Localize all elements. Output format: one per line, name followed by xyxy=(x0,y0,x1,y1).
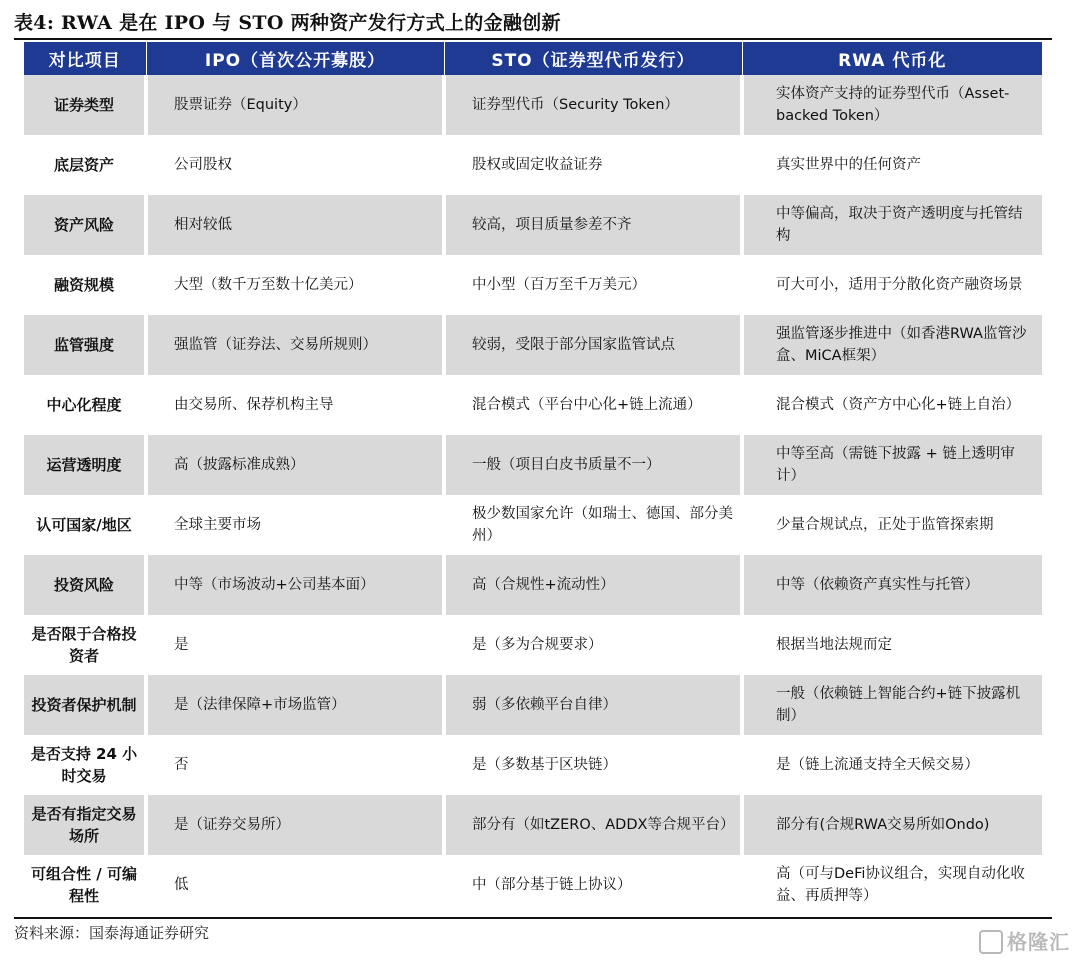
bottom-rule xyxy=(14,917,1052,919)
row-label: 是否支持 24 小时交易 xyxy=(24,735,146,795)
table-cell: 股权或固定收益证券 xyxy=(444,135,742,195)
table-cell: 中小型（百万至千万美元） xyxy=(444,255,742,315)
row-label: 证券类型 xyxy=(24,75,146,135)
table-cell: 中（部分基于链上协议） xyxy=(444,855,742,915)
table-cell: 部分有(合规RWA交易所如Ondo) xyxy=(742,795,1042,855)
table-row xyxy=(24,555,1042,615)
watermark-text: 格隆汇 xyxy=(1007,930,1070,954)
table-cell: 高（可与DeFi协议组合，实现自动化收益、再质押等） xyxy=(742,855,1042,915)
row-label: 资产风险 xyxy=(24,195,146,255)
table-row xyxy=(24,615,1042,675)
table-row xyxy=(24,435,1042,495)
top-rule xyxy=(14,38,1052,40)
table-cell: 中等偏高，取决于资产透明度与托管结构 xyxy=(742,195,1042,255)
table-cell: 公司股权 xyxy=(146,135,444,195)
row-label: 监管强度 xyxy=(24,315,146,375)
table-row xyxy=(24,255,1042,315)
table-cell: 是（多数基于区块链） xyxy=(444,735,742,795)
table-cell: 真实世界中的任何资产 xyxy=(742,135,1042,195)
row-label: 融资规模 xyxy=(24,255,146,315)
row-label: 认可国家/地区 xyxy=(24,495,146,555)
table-cell: 一般（项目白皮书质量不一） xyxy=(444,435,742,495)
watermark-logo-icon xyxy=(979,930,1003,954)
watermark xyxy=(979,926,1070,956)
row-label: 是否有指定交易场所 xyxy=(24,795,146,855)
table-cell: 强监管逐步推进中（如香港RWA监管沙盒、MiCA框架） xyxy=(742,315,1042,375)
table-cell: 由交易所、保荐机构主导 xyxy=(146,375,444,435)
source-note: 资料来源：国泰海通证券研究 xyxy=(14,924,210,942)
table-row xyxy=(24,135,1042,195)
header-cell: IPO（首次公开募股） xyxy=(146,42,444,75)
table-cell: 是 xyxy=(146,615,444,675)
header-cell: STO（证券型代币发行） xyxy=(444,42,742,75)
table-row xyxy=(24,75,1042,135)
table-cell: 股票证券（Equity） xyxy=(146,75,444,135)
table-cell: 否 xyxy=(146,735,444,795)
table-cell: 低 xyxy=(146,855,444,915)
header-row xyxy=(24,42,1042,75)
table-caption: 表4: RWA 是在 IPO 与 STO 两种资产发行方式上的金融创新 xyxy=(14,12,561,34)
row-label: 底层资产 xyxy=(24,135,146,195)
table-cell: 部分有（如tZERO、ADDX等合规平台） xyxy=(444,795,742,855)
table-cell: 混合模式（资产方中心化+链上自治） xyxy=(742,375,1042,435)
table-row xyxy=(24,795,1042,855)
table-cell: 证券型代币（Security Token） xyxy=(444,75,742,135)
comparison-table xyxy=(24,42,1042,915)
table-row xyxy=(24,315,1042,375)
table-cell: 可大可小，适用于分散化资产融资场景 xyxy=(742,255,1042,315)
row-label: 中心化程度 xyxy=(24,375,146,435)
table-cell: 弱（多依赖平台自律） xyxy=(444,675,742,735)
table-cell: 全球主要市场 xyxy=(146,495,444,555)
table-cell: 根据当地法规而定 xyxy=(742,615,1042,675)
row-label: 运营透明度 xyxy=(24,435,146,495)
table-cell: 强监管（证券法、交易所规则） xyxy=(146,315,444,375)
table-row xyxy=(24,855,1042,915)
table-cell: 少量合规试点，正处于监管探索期 xyxy=(742,495,1042,555)
table-cell: 中等至高（需链下披露 + 链上透明审计） xyxy=(742,435,1042,495)
table-cell: 实体资产支持的证券型代币（Asset-backed Token） xyxy=(742,75,1042,135)
table-row xyxy=(24,675,1042,735)
table-row xyxy=(24,735,1042,795)
table-cell: 较高，项目质量参差不齐 xyxy=(444,195,742,255)
table-cell: 是（链上流通支持全天候交易） xyxy=(742,735,1042,795)
table-cell: 混合模式（平台中心化+链上流通） xyxy=(444,375,742,435)
row-label: 投资者保护机制 xyxy=(24,675,146,735)
row-label: 投资风险 xyxy=(24,555,146,615)
table-cell: 相对较低 xyxy=(146,195,444,255)
table-cell: 较弱，受限于部分国家监管试点 xyxy=(444,315,742,375)
table-cell: 中等（依赖资产真实性与托管） xyxy=(742,555,1042,615)
table-row xyxy=(24,495,1042,555)
row-label: 是否限于合格投资者 xyxy=(24,615,146,675)
table-cell: 是（证券交易所） xyxy=(146,795,444,855)
table-cell: 极少数国家允许（如瑞士、德国、部分美州） xyxy=(444,495,742,555)
table-row xyxy=(24,375,1042,435)
header-cell: 对比项目 xyxy=(24,42,146,75)
table-cell: 是（多为合规要求） xyxy=(444,615,742,675)
row-label: 可组合性 / 可编程性 xyxy=(24,855,146,915)
table-cell: 中等（市场波动+公司基本面） xyxy=(146,555,444,615)
table-cell: 是（法律保障+市场监管） xyxy=(146,675,444,735)
table-cell: 高（披露标准成熟） xyxy=(146,435,444,495)
table-cell: 一般（依赖链上智能合约+链下披露机制） xyxy=(742,675,1042,735)
table-cell: 大型（数千万至数十亿美元） xyxy=(146,255,444,315)
header-cell: RWA 代币化 xyxy=(742,42,1042,75)
table-row xyxy=(24,195,1042,255)
table-cell: 高（合规性+流动性） xyxy=(444,555,742,615)
